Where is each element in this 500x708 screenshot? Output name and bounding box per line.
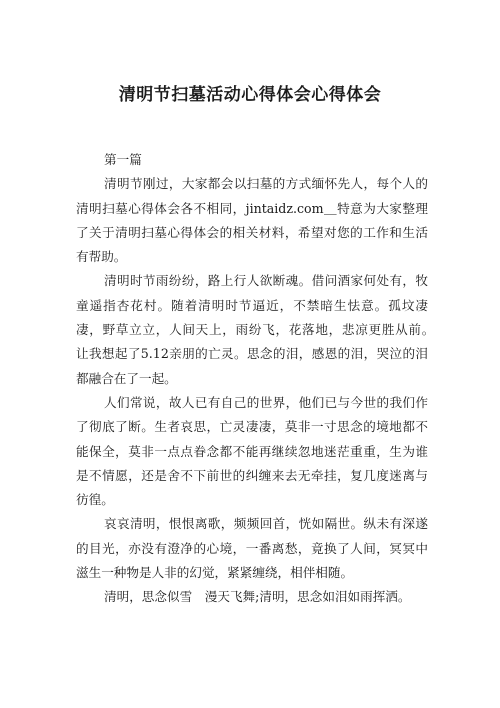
paragraph-4: 哀哀清明，恨恨离歌，频频回首，恍如隔世。纵未有深遂的目光，亦没有澄净的心境，一番离愁，竟换了人间，冥冥中滋生一种物是人非的幻觉，紧紧缠绕，相伴相随。 [76, 516, 428, 581]
paragraph-1: 清明节刚过，大家都会以扫墓的方式缅怀先人，每个人的清明扫墓心得体会各不相同，jintaidz.com＿特意为大家整理了关于清明扫墓心得体会的相关材料，希望对您的工作和生活有帮助。 [76, 176, 428, 265]
document-title: 清明节扫墓活动心得体会心得体会 [118, 85, 382, 105]
section-label: 第一篇 [104, 152, 142, 167]
document-body [76, 148, 441, 610]
paragraph-2: 清明时节雨纷纷，路上行人欲断魂。借问酒家何处有，牧童遥指杏花村。随着清明时节逼近，不禁暗生怯意。孤坟凄凄，野草立立，人间天上，雨纷飞，花落地，悲凉更胜从前。 让我想起了5.12亲朋的亡灵。思念的泪，感恩的泪，哭泣的泪都融合在了一起。 [76, 273, 441, 386]
paragraph-5: 清明，思念似雪 漫天飞舞;清明，思念如泪如雨挥洒。 [104, 589, 411, 605]
paragraph-3: 人们常说，故人已有自己的世界，他们已与今世的我们作了彻底了断。生者哀思，亡灵凄凄，莫非一寸思念的境地都不能保全，莫非一点点眷念都不能再继续忽地迷茫重重，生为谁是不情愿，还是舍不下前世的纠缠来去无牵挂，复几度迷离与彷徨。 [76, 394, 428, 508]
